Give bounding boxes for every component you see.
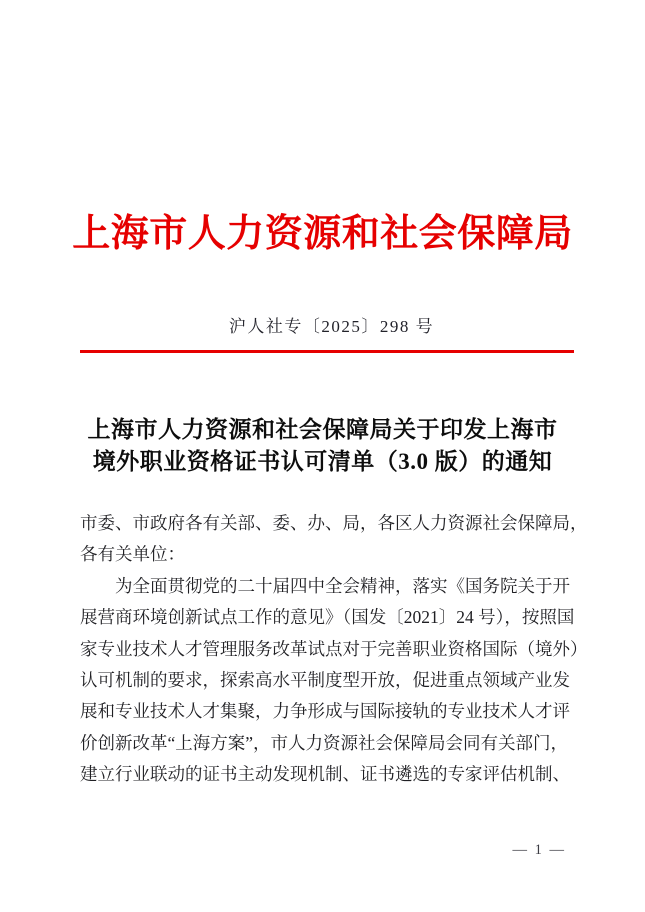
document-title-line-2: 境外职业资格证书认可清单（3.0 版）的通知 — [92, 449, 553, 474]
body-line: 展营商环境创新试点工作的意见》（国发〔2021〕24 号），按照国 — [80, 607, 575, 628]
agency-header-title: 上海市人力资源和社会保障局 — [72, 213, 573, 255]
document-title — [40, 414, 605, 478]
body-line: 建立行业联动的证书主动发现机制、证书遴选的专家评估机制、 — [80, 764, 570, 785]
body-line: 认可机制的要求，探索高水平制度型开放，促进重点领域产业发 — [80, 670, 570, 691]
page-number: — 1 — — [512, 842, 566, 858]
body-line: 市委、市政府各有关部、委、办、局，各区人力资源社会保障局， — [80, 513, 588, 533]
red-separator-rule — [80, 350, 574, 353]
body-line: 展和专业技术人才集聚，力争形成与国际接轨的专业技术人才评 — [80, 701, 570, 722]
body-line: 为全面贯彻党的二十届四中全会精神，落实《国务院关于开 — [80, 575, 570, 596]
body-line: 各有关单位： — [80, 544, 185, 565]
body-line: 家专业技术人才管理服务改革试点对于完善职业资格国际（境外） — [80, 638, 588, 659]
document-title-line-1: 上海市人力资源和社会保障局关于印发上海市 — [87, 417, 558, 442]
document-body — [80, 508, 588, 791]
body-line: 价创新改革“上海方案”，市人力资源社会保障局会同有关部门， — [80, 732, 569, 753]
document-reference-number: 沪人社专〔2025〕298 号 — [228, 317, 435, 336]
